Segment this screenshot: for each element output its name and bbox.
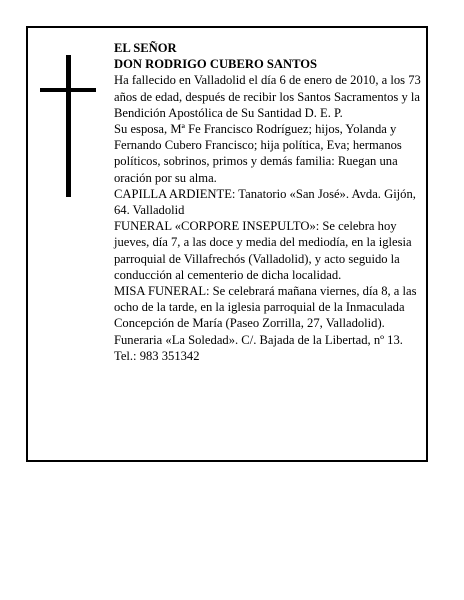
funeral-paragraph: FUNERAL «CORPORE INSEPULTO»: Se celebra hoy jueves, día 7, a las doce y media del mediodía, en la iglesia parroquial de Villafrechós (Valladolid), y acto seguido la conducción al cementerio de dicha localidad. [114,219,412,282]
cross-vertical-bar [66,55,71,197]
deceased-name: DON RODRIGO CUBERO SANTOS [114,57,318,72]
cross-horizontal-bar [40,88,96,92]
family-paragraph: Su esposa, Mª Fe Francisco Rodríguez; hijos, Yolanda y Fernando Cubero Francisco; hija política, Eva; hermanos políticos, sobrinos, primos y demás familia: Ruegan una oración por su alma. [114,122,402,185]
cross-icon [40,55,96,197]
mass-paragraph: MISA FUNERAL: Se celebrará mañana viernes, día 8, a las ocho de la tarde, en la iglesia parroquial de la Inmaculada Concepción de María (Paseo Zorrilla, 27, Valladolid). [114,284,417,331]
notice-title: EL SEÑOR [114,41,177,55]
death-announcement: Ha fallecido en Valladolid el día 6 de enero de 2010, a los 73 años de edad, después de recibir los Santos Sacramentos y la Bendición Apostólica de Su Santidad D. E. P. [114,73,421,120]
chapel-paragraph: CAPILLA ARDIENTE: Tanatorio «San José». Avda. Gijón, 64. Valladolid [114,186,416,218]
obituary-notice [26,26,428,462]
funeral-home-paragraph: Funeraria «La Soledad». C/. Bajada de la Libertad, nº 13. Tel.: 983 351342 [114,332,403,363]
notice-body [114,40,428,364]
